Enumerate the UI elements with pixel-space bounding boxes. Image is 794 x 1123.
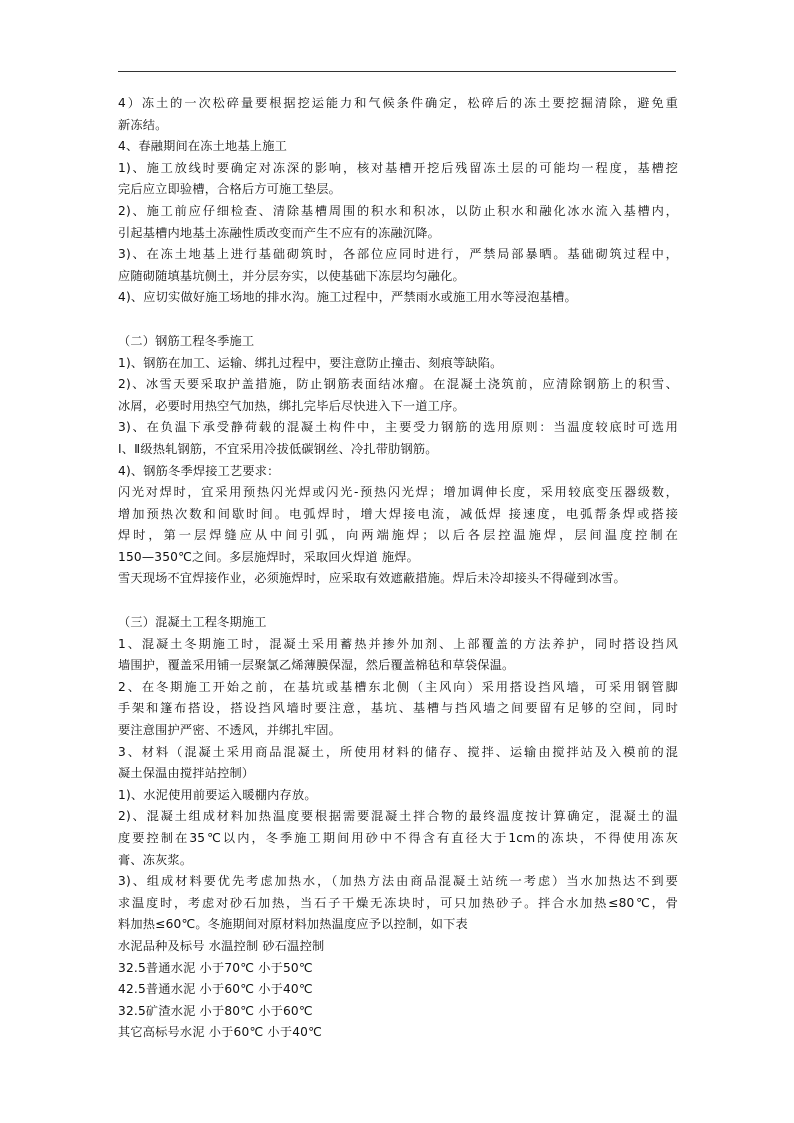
paragraph-line: 求温度时，考虑对砂石加热，当石子干燥无冻块时，可只加热砂子。拌合水加热≤80℃，骨 bbox=[118, 895, 678, 910]
paragraph-line: 2)、施工前应仔细检查、清除基槽周围的积水和积冰，以防止积水和融化冰水流入基槽内， bbox=[118, 203, 678, 218]
paragraph-line: 料加热≤60℃。冬施期间对原材料加热温度应予以控制，如下表 bbox=[118, 917, 468, 932]
paragraph-line: 手架和篷布搭设，搭设挡风墙时要注意，基坑、基槽与挡风墙之间要留有足够的空间，同时 bbox=[118, 701, 678, 716]
paragraph-line: 3)、在冻土地基上进行基础砌筑时，各部位应同时进行，严禁局部暴晒。基础砌筑过程中， bbox=[118, 247, 678, 262]
paragraph-line: 焊时，第一层焊缝应从中间引弧，向两端施焊；以后各层控温施焊，层间温度控制在 bbox=[118, 528, 678, 543]
paragraph-line: 雪天现场不宜焊接作业，必须施焊时，应采取有效遮蔽措施。焊后未冷却接头不得碰到冰雪。 bbox=[118, 571, 626, 586]
paragraph-line: 新冻结。 bbox=[118, 117, 168, 132]
paragraph-line: 1)、水泥使用前要运入暖棚内存放。 bbox=[118, 787, 317, 802]
paragraph-line: 冰屑，必要时用热空气加热，绑扎完毕后尽快进入下一道工序。 bbox=[118, 398, 465, 413]
table-row-line: 42.5普通水泥 小于60℃ 小于40℃ bbox=[118, 982, 313, 997]
table-row-line: 32.5普通水泥 小于70℃ 小于50℃ bbox=[118, 960, 313, 975]
paragraph-line: 凝土保温由搅拌站控制） bbox=[118, 766, 255, 781]
paragraph-line: Ⅰ、Ⅱ级热轧钢筋，不宜采用冷拔低碳钢丝、冷扎带肋钢筋。 bbox=[118, 441, 438, 456]
paragraph-line: 2)、冰雪天要采取护盖措施，防止钢筋表面结冰瘤。在混凝土浇筑前，应清除钢筋上的积雪、 bbox=[118, 377, 678, 392]
paragraph-line: 2)、混凝土组成材料加热温度要根据需要混凝土拌合物的最终温度按计算确定，混凝土的温 bbox=[118, 809, 678, 824]
table-header-line: 水泥品种及标号 水温控制 砂石温控制 bbox=[118, 938, 325, 953]
paragraph-line: 4)、应切实做好施工场地的排水沟。施工过程中，严禁雨水或施工用水等浸泡基槽。 bbox=[118, 290, 577, 305]
paragraph-line: 2、在冬期施工开始之前，在基坑或基槽东北侧（主风向）采用搭设挡风墙，可采用钢管脚 bbox=[118, 679, 678, 694]
section-heading: 4、春融期间在冻土地基上施工 bbox=[118, 139, 287, 154]
paragraph-line: 3)、在负温下承受静荷载的混凝土构件中，主要受力钢筋的选用原则：当温度较底时可选用 bbox=[118, 420, 678, 435]
paragraph-line: 150—350℃之间。多层施焊时，采取回火焊道 施焊。 bbox=[118, 549, 420, 564]
paragraph-line: 4）冻土的一次松碎量要根据挖运能力和气候条件确定，松碎后的冻土要挖掘清除，避免重 bbox=[118, 96, 678, 110]
table-row-line: 其它高标号水泥 小于60℃ 小于40℃ bbox=[118, 1025, 323, 1040]
header-rule bbox=[118, 71, 676, 72]
paragraph-line: 1)、施工放线时要确定对冻深的影响，核对基槽开挖后残留冻土层的可能均一程度，基槽挖 bbox=[118, 160, 678, 175]
table-row-line: 32.5矿渣水泥 小于80℃ 小于60℃ bbox=[118, 1003, 313, 1018]
section-heading: （三）混凝土工程冬期施工 bbox=[118, 615, 267, 630]
paragraph-line: 度要控制在35℃以内，冬季施工期间用砂中不得含有直径大于1cm的冻块，不得使用冻灰 bbox=[118, 831, 678, 845]
paragraph-line: 3)、组成材料要优先考虑加热水，（加热方法由商品混凝土站统一考虑）当水加热达不到要 bbox=[118, 874, 678, 889]
paragraph-line: 要注意围护严密、不透风，并绑扎牢固。 bbox=[118, 723, 341, 738]
paragraph-line: 闪光对焊时，宜采用预热闪光焊或闪光-预热闪光焊；增加调伸长度，采用较底变压器级数， bbox=[118, 485, 678, 500]
paragraph-line: 增加预热次数和间歇时间。电弧焊时，增大焊接电流，减低焊 接速度，电弧帮条焊或搭接 bbox=[118, 506, 678, 521]
section-gap bbox=[118, 590, 678, 612]
paragraph-line: 3、材料（混凝土采用商品混凝土，所使用材料的储存、搅拌、运输由搅拌站及入模前的混 bbox=[118, 744, 678, 759]
section-heading: （二）钢筋工程冬季施工 bbox=[118, 333, 255, 348]
document-body bbox=[118, 93, 678, 1044]
section-rebar-winter bbox=[118, 331, 678, 590]
paragraph-line: 应随砌随填基坑侧土，并分层夯实，以使基础下冻层均匀融化。 bbox=[118, 268, 465, 283]
section-concrete-winter bbox=[118, 612, 678, 1044]
section-frozen-soil bbox=[118, 93, 678, 309]
paragraph-line: 完后应立即验槽，合格后方可施工垫层。 bbox=[118, 182, 341, 197]
paragraph-line: 4)、钢筋冬季焊接工艺要求： bbox=[118, 463, 280, 478]
paragraph-line: 墙围护，覆盖采用铺一层聚氯乙烯薄膜保湿，然后覆盖棉毡和草袋保温。 bbox=[118, 658, 515, 673]
paragraph-line: 1、混凝土冬期施工时，混凝土采用蓄热并掺外加剂、上部覆盖的方法养护，同时搭设挡风 bbox=[118, 636, 678, 651]
paragraph-line: 引起基槽内地基土冻融性质改变而产生不应有的冻融沉降。 bbox=[118, 225, 441, 240]
paragraph-line: 膏、冻灰浆。 bbox=[118, 852, 193, 867]
section-gap bbox=[118, 309, 678, 331]
paragraph-line: 1)、钢筋在加工、运输、绑扎过程中，要注意防止撞击、刻痕等缺陷。 bbox=[118, 355, 503, 370]
